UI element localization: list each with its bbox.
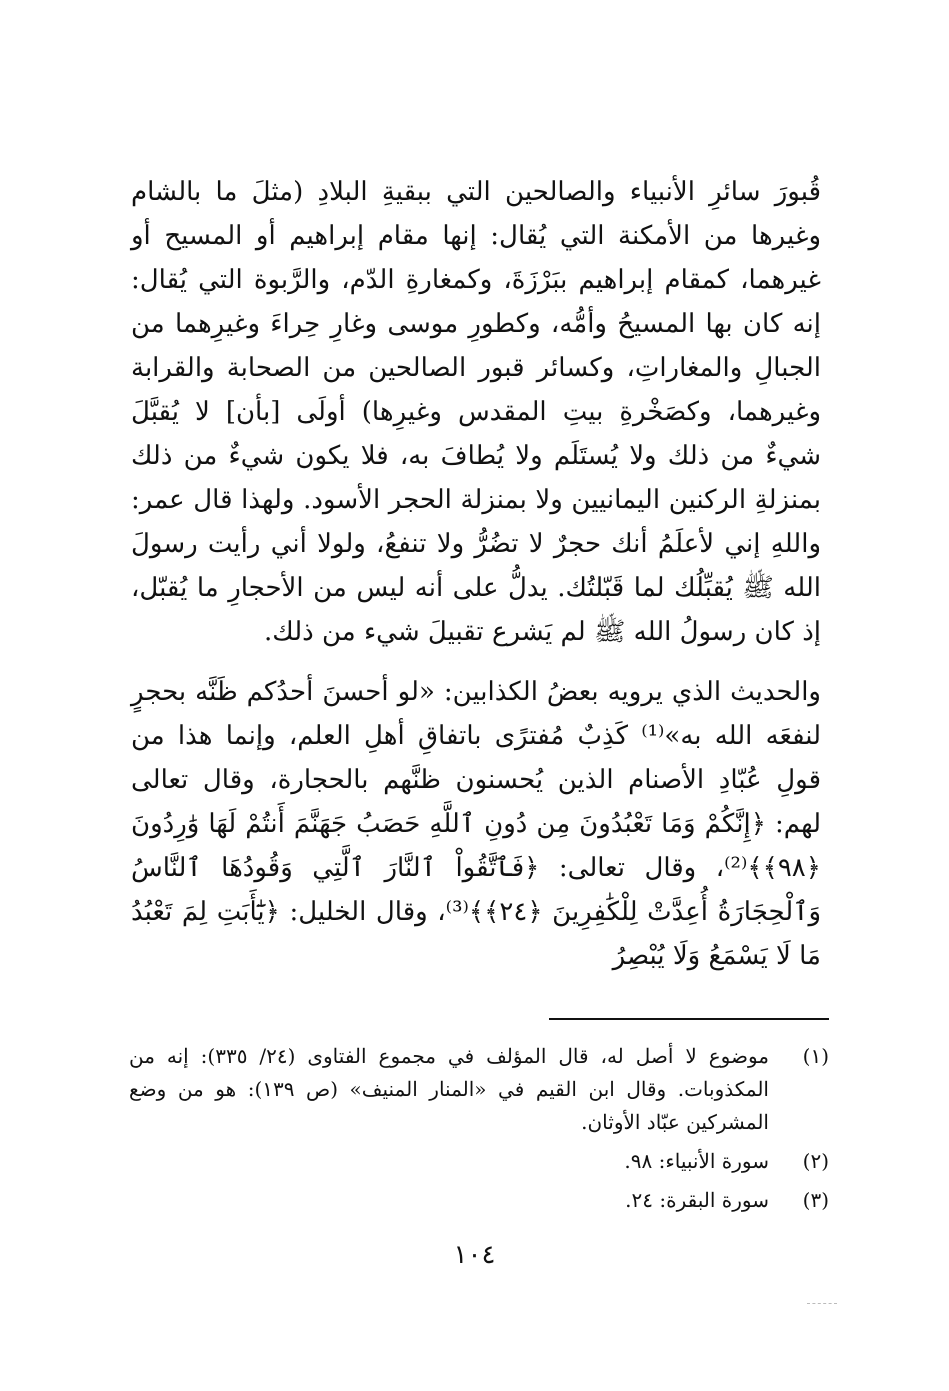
scan-mark: [807, 1303, 837, 1304]
footnote-number: (٣): [802, 1188, 829, 1212]
page-number: ١٠٤: [453, 1240, 496, 1270]
paragraph-2: والحديث الذي يرويه بعضُ الكذابين: «لو أحسنَ أحدُكم ظَنَّه بحجرٍ لنفعَه الله به»⁽¹⁾ كَذِبٌ مُفترًى باتفاقِ أهلِ العلم، وإنما هذا من قولِ عُبّادِ الأصنام الذين يُحسنون ظنَّهم بالحجارة، وقال تعالى لهم: ﴿إِنَّكُمْ وَمَا تَعْبُدُونَ مِن دُونِ ٱللَّهِ حَصَبُ جَهَنَّمَ أَنتُمْ لَهَا وَٰرِدُونَ ﴿٩٨﴾﴾⁽²⁾، وقال تعالى: ﴿فَٱتَّقُواْ ٱلنَّارَ ٱلَّتِي وَقُودُهَا ٱلنَّاسُ وَٱلْحِجَارَةُ أُعِدَّتْ لِلْكَٰفِرِينَ ﴿٢٤﴾﴾⁽³⁾، وقال الخليل: ﴿يَٰٓأَبَتِ لِمَ تَعْبُدُ مَا لَا يَسْمَعُ وَلَا يُبْصِرُ: [131, 677, 822, 971]
footnote-number: (٢): [802, 1149, 829, 1173]
footnote-text: سورة الأنبياء: ٩٨.: [624, 1149, 769, 1173]
footnote-2: [129, 1145, 829, 1178]
footnote-text: موضوع لا أصل له، قال المؤلف في مجموع الفتاوى (٢٤/ ٣٣٥): إنه من المكذوبات. وقال ابن القيم في «المنار المنيف» (ص ١٣٩): هو من وضع المشركين عبّاد الأوثان.: [129, 1044, 769, 1134]
footnote-number: (١): [802, 1044, 829, 1068]
footnote-separator: [549, 1018, 829, 1020]
footnote-text: سورة البقرة: ٢٤.: [625, 1188, 769, 1212]
main-text: [131, 170, 821, 978]
paragraph-1: قُبورَ سائرِ الأنبياء والصالحين التي ببقيةِ البلادِ (مثلَ ما بالشام وغيرها من الأمكنة التي يُقال: إنها مقام إبراهيم أو المسيح أو غيرهما، كمقام إبراهيم ببَرْزَةَ، وكمغارةِ الدّم، والرَّبوة التي يُقال: إنه كان بها المسيحُ وأمُّه، وكطورِ موسى وغارِ حِراءَ وغيرِهما من الجبالِ والمغاراتِ، وكسائر قبور الصالحين من الصحابة والقرابة وغيرهما، وكصَخْرةِ بيتِ المقدس وغيرِها) أولَى [بأن] لا يُقبَّلَ شيءٌ من ذلك ولا يُستَلَم ولا يُطافَ به، فلا يكون شيءٌ من ذلك بمنزلةِ الركنين اليمانيين ولا بمنزلة الحجر الأسود. ولهذا قال عمر: واللهِ إني لأعلَمُ أنك حجرٌ لا تضُرُّ ولا تنفعُ، ولولا أني رأيت رسولَ الله ﷺ يُقبِّلُك لما قَبّلتُك. يدلُّ على أنه ليس من الأحجارِ ما يُقبّل، إذ كان رسولُ الله ﷺ لم يَشرع تقبيلَ شيء من ذلك.: [131, 177, 821, 647]
footnote-3: [129, 1184, 829, 1217]
footnote-1: [129, 1040, 829, 1139]
footnotes: [129, 1040, 829, 1223]
